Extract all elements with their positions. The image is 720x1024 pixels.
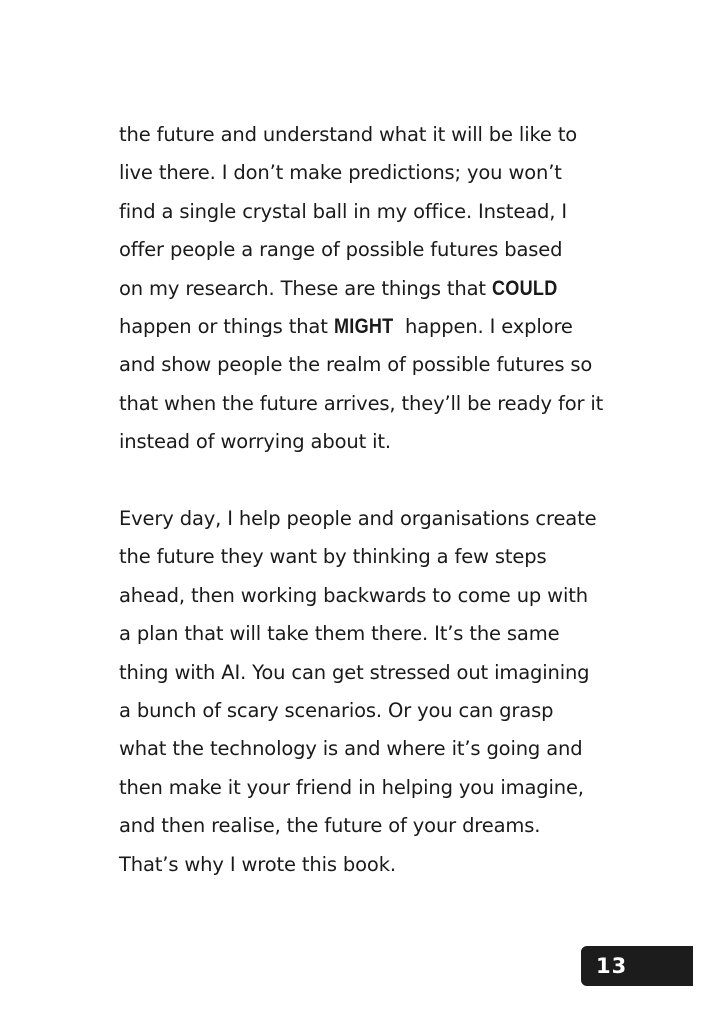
text-line xyxy=(119,270,639,308)
text-line: instead of worrying about it. xyxy=(119,430,391,454)
text-line: thing with AI. You can get stressed out imagining xyxy=(119,660,590,684)
text-line: the future they want by thinking a few steps xyxy=(119,545,547,569)
text-line: find a single crystal ball in my office. Instead, I xyxy=(119,199,567,223)
emphasis-might: MIGHT xyxy=(333,315,394,339)
text-line: the future and understand what it will be like to xyxy=(119,123,578,146)
text-line: then make it your friend in helping you imagine, xyxy=(119,775,584,799)
text-line xyxy=(119,308,639,346)
emphasis-could: COULD xyxy=(491,276,558,300)
text-line: live there. I don’t make predictions; you won’t xyxy=(119,161,562,185)
text-segment: happen. I explore xyxy=(405,315,573,339)
paragraph-2 xyxy=(119,500,639,884)
text-line: Every day, I help people and organisations create xyxy=(119,507,597,530)
paragraph-1 xyxy=(119,116,639,462)
text-line: that when the future arrives, they’ll be ready for it xyxy=(119,391,604,415)
text-line: That’s why I wrote this book. xyxy=(119,852,396,876)
text-line: a bunch of scary scenarios. Or you can grasp xyxy=(119,699,554,723)
text-line: offer people a range of possible futures based xyxy=(119,238,563,262)
text-line: what the technology is and where it’s going and xyxy=(119,737,583,761)
text-line: and show people the realm of possible futures so xyxy=(119,353,593,377)
text-line: and then realise, the future of your dreams. xyxy=(119,814,541,838)
text-segment: on my research. These are things that xyxy=(119,276,486,300)
text-line: ahead, then working backwards to come up with xyxy=(119,583,588,607)
page-number: 13 xyxy=(596,954,628,978)
text-line: a plan that will take them there. It’s the same xyxy=(119,622,560,646)
text-segment: happen or things that xyxy=(119,315,328,339)
